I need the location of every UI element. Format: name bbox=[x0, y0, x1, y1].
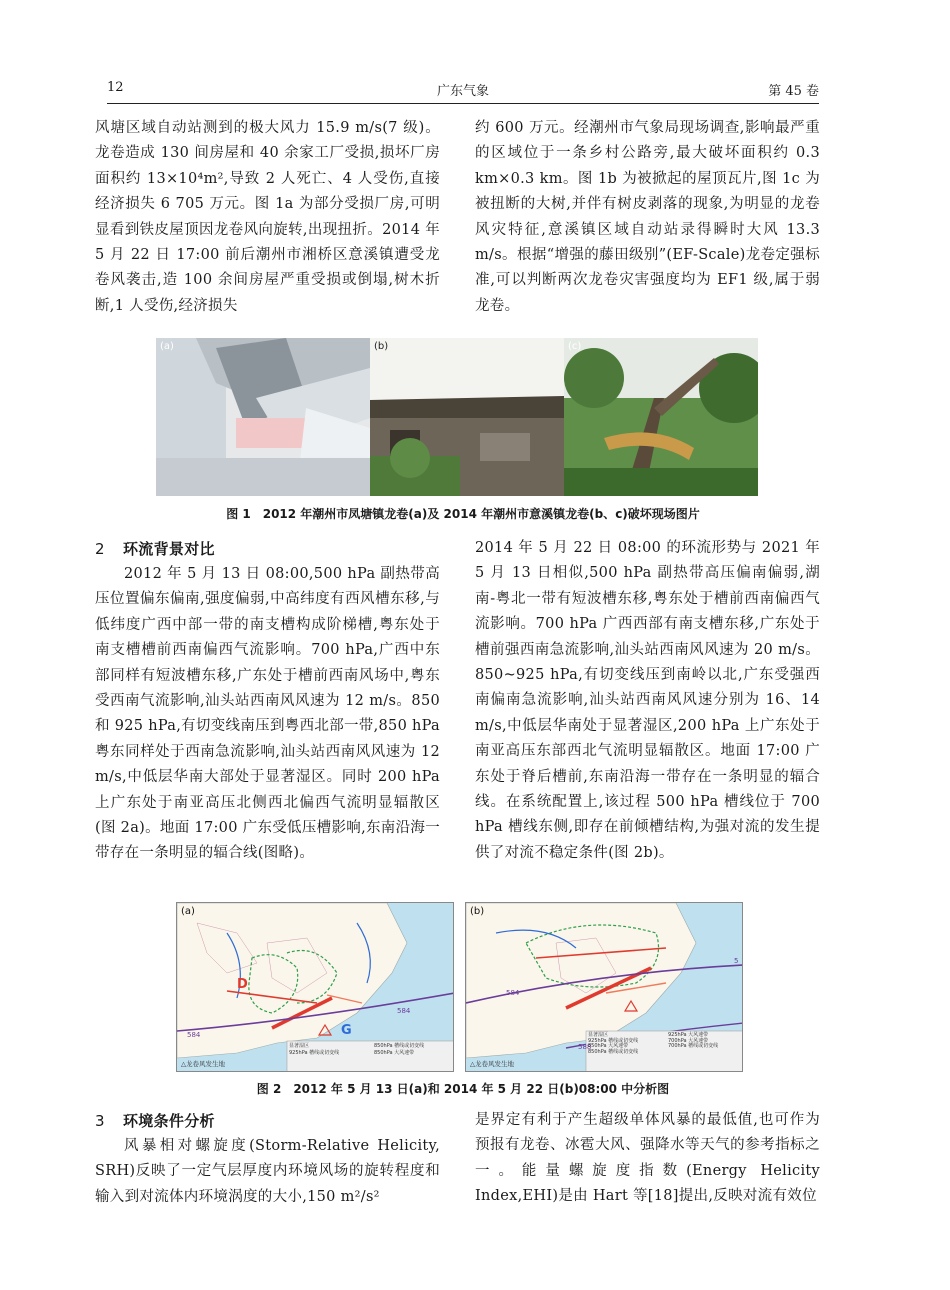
figure2-map-b bbox=[465, 902, 743, 1072]
legend-item: 显著湿区 bbox=[588, 1032, 609, 1038]
low-pressure-label: D bbox=[237, 977, 248, 992]
isoline-label: 588 bbox=[578, 1043, 592, 1051]
panel-label: (c) bbox=[568, 341, 582, 352]
figure2-map-a bbox=[176, 902, 454, 1072]
section3-left-column bbox=[95, 1108, 440, 1210]
section3-right-column bbox=[475, 1108, 820, 1210]
body-paragraph: 2014 年 5 月 22 日 08:00 的环流形势与 2021 年 5 月 13 日相似,500 hPa 副热带高压偏南偏弱,湖南-粤北一带有短波槽东移,粤东处于槽前西南偏西气流影响。700 hPa 广西西部有南支槽东移,广东处于槽前强西南急流影响,汕头站西南风风速为 20 m/s。850~925 hPa,有切变线压到南岭以北,广东受强西南偏南急流影响,汕头站西南风风速分别为 16、14 m/s,中低层华南处于显著湿区,200 hPa 上广东处于南亚高压东部西北气流明显辐散区。地面 17:00 广东处于脊后槽前,东南沿海一带存在一条明显的辐合线。在系统配置上,该过程 500 hPa 槽线位于 700 hPa 槽线东侧,即存在前倾槽结构,为强对流的发生提供了对流不稳定条件(图 2b)。 bbox=[475, 540, 820, 861]
body-paragraph: 风塘区域自动站测到的极大风力 15.9 m/s(7 级)。龙卷造成 130 间房屋和 40 余家工厂受损,损坏厂房面积约 13×10⁴m²,导致 2 人死亡、4 人受伤,直接经济损失 6 705 万元。图 1a 为部分受损厂房,可明显看到铁皮屋顶因龙卷风向旋转,出现扭折。2014 年 5 月 22 日 17:00 前后潮州市湘桥区意溪镇遭受龙卷风袭击,造 100 余间房屋严重受损或倒塌,树木折断,1 人受伤,经济损失 bbox=[95, 120, 440, 314]
panel-label: (b) bbox=[374, 341, 389, 352]
journal-name: 广东气象 bbox=[436, 84, 490, 99]
section-title: 环境条件分析 bbox=[123, 1112, 215, 1130]
map-legend bbox=[588, 1033, 743, 1055]
damaged-roof-image bbox=[370, 338, 564, 496]
broken-tree-image bbox=[564, 338, 758, 496]
figure1-photo-c bbox=[564, 338, 758, 496]
body-paragraph: 约 600 万元。经潮州市气象局现场调查,影响最严重的区域位于一条乡村公路旁,最大破坏面积约 0.3 km×0.3 km。图 1b 为被掀起的屋顶瓦片,图 1c 为被扭断的大树,并伴有树皮剥落的现象,为明显的龙卷风灾特征,意溪镇区域自动站录得瞬时大风 13.3 m/s。根据“增强的藤田级别”(EF-Scale)龙卷定强标准,可以判断两次龙卷灾害强度均为 EF1 级,属于弱龙卷。 bbox=[475, 120, 820, 314]
legend-item: 850hPa 大风速带 bbox=[374, 1050, 415, 1056]
panel-label: (a) bbox=[160, 341, 174, 352]
legend-item: 925hPa 槽线或切变线 bbox=[588, 1037, 639, 1044]
volume-number: 第 45 卷 bbox=[768, 84, 819, 99]
legend-item: 925hPa 大风速带 bbox=[668, 1032, 709, 1038]
section2-left-column bbox=[95, 536, 440, 867]
high-pressure-label: G bbox=[341, 1023, 352, 1038]
figure2-caption: 图 2 2012 年 5 月 13 日(a)和 2014 年 5 月 22 日(b)08:00 中分析图 bbox=[256, 1082, 670, 1096]
isoline-label: 584 bbox=[187, 1031, 201, 1039]
isoline-label: 584 bbox=[506, 989, 520, 997]
figure1-caption: 图 1 2012 年潮州市凤塘镇龙卷(a)及 2014 年潮州市意溪镇龙卷(b、c)破坏现场图片 bbox=[226, 507, 700, 521]
legend-item: 显著湿区 bbox=[289, 1043, 310, 1049]
panel-label: (b) bbox=[470, 906, 485, 917]
section2-right-column bbox=[475, 536, 820, 866]
section-number: 3 bbox=[95, 1112, 105, 1130]
legend-item: 850hPa 槽线或切变线 bbox=[374, 1043, 425, 1049]
body-paragraph: 风暴相对螺旋度(Storm-Relative Helicity, SRH)反映了一定气层厚度内环境风场的旋转程度和输入到对流体内环境涡度的大小,150 m²/s² bbox=[95, 1138, 440, 1205]
page-number: 12 bbox=[107, 80, 124, 95]
legend-item: 925hPa 槽线或切变线 bbox=[289, 1050, 340, 1056]
map-legend bbox=[289, 1043, 454, 1057]
legend-item: 700hPa 大风速带 bbox=[668, 1037, 709, 1044]
legend-item: 700hPa 槽线或切变线 bbox=[668, 1043, 719, 1050]
page-header bbox=[107, 80, 819, 104]
map-footnote: △龙卷风发生地 bbox=[181, 1060, 225, 1068]
section2-heading bbox=[95, 536, 440, 562]
top-right-column bbox=[475, 116, 820, 319]
body-paragraph: 是界定有利于产生超级单体风暴的最低值,也可作为预报有龙卷、冰雹大风、强降水等天气的参考指标之一。能量螺旋度指数(Energy Helicity Index,EHI)是由 Hart 等[18]提出,反映对流有效位 bbox=[475, 1112, 820, 1205]
body-paragraph: 2012 年 5 月 13 日 08:00,500 hPa 副热带高压位置偏东偏南,强度偏弱,中高纬度有西风槽东移,与低纬度广西中部一带的南支槽构成阶梯槽,粤东处于南支槽槽前西南偏西气流影响。700 hPa,广西中东部同样有短波槽东移,广东处于槽前西南风场中,粤东受西南气流影响,汕头站西南风风速为 12 m/s。850 和 925 hPa,有切变线南压到粤西北部一带,850 hPa 粤东同样处于西南急流影响,汕头站西南风风速为 12 m/s,中低层华南大部处于显著湿区。同时 200 hPa 上广东处于南亚高压北侧西北偏西气流明显辐散区(图 2a)。地面 17:00 广东受低压槽影响,东南沿海一带存在一条明显的辐合线(图略)。 bbox=[95, 566, 440, 862]
figure1-photo-b bbox=[370, 338, 564, 496]
figure1-photo-a bbox=[156, 338, 370, 496]
section-title: 环流背景对比 bbox=[123, 540, 215, 558]
section3-heading bbox=[95, 1108, 440, 1134]
panel-label: (a) bbox=[181, 906, 195, 917]
isoline-label: 584 bbox=[397, 1007, 411, 1015]
isoline-label: 5 bbox=[734, 957, 739, 965]
map-footnote: △龙卷风发生地 bbox=[470, 1060, 514, 1068]
section-number: 2 bbox=[95, 540, 105, 558]
legend-item: 850hPa 大风速带 bbox=[588, 1043, 629, 1050]
legend-item: 850hPa 槽线或切变线 bbox=[588, 1048, 639, 1055]
top-left-column bbox=[95, 116, 440, 319]
damaged-factory-image bbox=[156, 338, 370, 496]
